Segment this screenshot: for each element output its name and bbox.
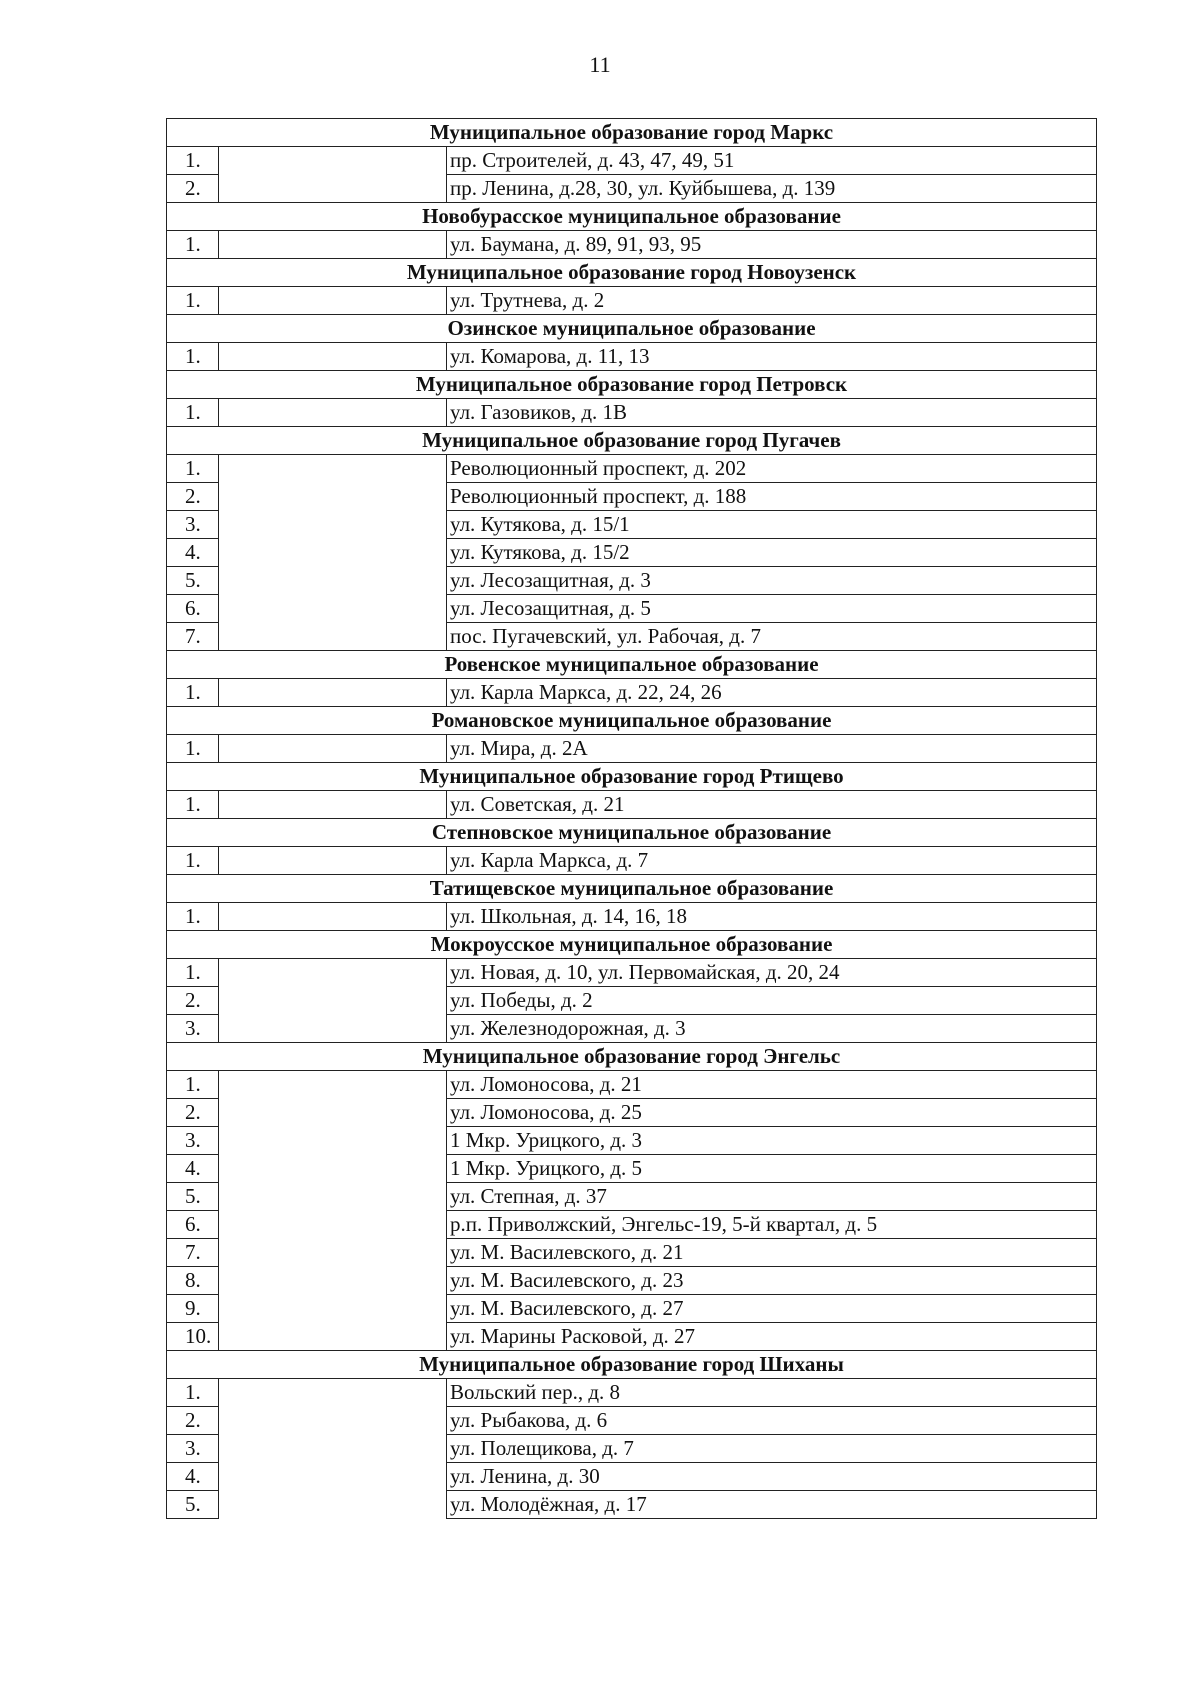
page-number: 11 <box>589 52 611 77</box>
row-number: 2. <box>167 483 219 511</box>
row-number: 1. <box>167 343 219 371</box>
row-number: 3. <box>167 1015 219 1043</box>
row-number: 5. <box>167 1183 219 1211</box>
row-number: 1. <box>167 903 219 931</box>
address-cell: ул. Комарова, д. 11, 13 <box>447 343 1097 371</box>
empty-cell <box>219 1407 447 1435</box>
table-row <box>167 1295 1097 1323</box>
table-row <box>167 679 1097 707</box>
row-number: 7. <box>167 1239 219 1267</box>
empty-cell <box>219 987 447 1015</box>
table-row <box>167 1127 1097 1155</box>
address-cell: 1 Мкр. Урицкого, д. 5 <box>447 1155 1097 1183</box>
table-row <box>167 455 1097 483</box>
empty-cell <box>219 1183 447 1211</box>
section-header-row <box>167 371 1097 399</box>
empty-cell <box>219 343 447 371</box>
empty-cell <box>219 399 447 427</box>
table-row <box>167 847 1097 875</box>
address-cell: ул. Ломоносова, д. 21 <box>447 1071 1097 1099</box>
row-number: 2. <box>167 175 219 203</box>
row-number: 1. <box>167 1379 219 1407</box>
address-cell: ул. М. Василевского, д. 21 <box>447 1239 1097 1267</box>
table-row <box>167 1323 1097 1351</box>
table-row <box>167 1183 1097 1211</box>
table-row <box>167 987 1097 1015</box>
address-cell: ул. Ломоносова, д. 25 <box>447 1099 1097 1127</box>
section-title: Муниципальное образование город Петровск <box>167 371 1097 399</box>
empty-cell <box>219 847 447 875</box>
table-row <box>167 595 1097 623</box>
empty-cell <box>219 483 447 511</box>
empty-cell <box>219 175 447 203</box>
empty-cell <box>219 539 447 567</box>
address-cell: Вольский пер., д. 8 <box>447 1379 1097 1407</box>
section-title: Новобурасское муниципальное образование <box>167 203 1097 231</box>
empty-cell <box>219 1463 447 1491</box>
empty-cell <box>219 147 447 175</box>
empty-cell <box>219 1267 447 1295</box>
section-header-row <box>167 875 1097 903</box>
table-row <box>167 903 1097 931</box>
address-table <box>166 118 1097 1519</box>
section-title: Муниципальное образование город Ртищево <box>167 763 1097 791</box>
address-cell: пр. Ленина, д.28, 30, ул. Куйбышева, д. 139 <box>447 175 1097 203</box>
empty-cell <box>219 1071 447 1099</box>
address-cell: ул. Железнодорожная, д. 3 <box>447 1015 1097 1043</box>
table-row <box>167 1155 1097 1183</box>
section-header-row <box>167 119 1097 147</box>
section-header-row <box>167 763 1097 791</box>
row-number: 2. <box>167 1407 219 1435</box>
row-number: 1. <box>167 455 219 483</box>
address-cell: Революционный проспект, д. 188 <box>447 483 1097 511</box>
address-cell: ул. М. Василевского, д. 23 <box>447 1267 1097 1295</box>
table-row <box>167 567 1097 595</box>
table-row <box>167 623 1097 651</box>
row-number: 6. <box>167 1211 219 1239</box>
table-row <box>167 147 1097 175</box>
address-cell: ул. Марины Расковой, д. 27 <box>447 1323 1097 1351</box>
table-row <box>167 959 1097 987</box>
section-title: Муниципальное образование город Пугачев <box>167 427 1097 455</box>
row-number: 1. <box>167 287 219 315</box>
address-cell: р.п. Приволжский, Энгельс-19, 5-й квартал, д. 5 <box>447 1211 1097 1239</box>
row-number: 1. <box>167 1071 219 1099</box>
address-cell: ул. Лесозащитная, д. 3 <box>447 567 1097 595</box>
empty-cell <box>219 959 447 987</box>
section-header-row <box>167 651 1097 679</box>
address-cell: ул. Кутякова, д. 15/2 <box>447 539 1097 567</box>
row-number: 1. <box>167 959 219 987</box>
empty-cell <box>219 1435 447 1463</box>
table-row <box>167 231 1097 259</box>
address-cell: ул. Трутнева, д. 2 <box>447 287 1097 315</box>
table-row <box>167 1267 1097 1295</box>
section-title: Романовское муниципальное образование <box>167 707 1097 735</box>
table-row <box>167 1211 1097 1239</box>
section-header-row <box>167 315 1097 343</box>
address-cell: ул. Полещикова, д. 7 <box>447 1435 1097 1463</box>
address-cell: ул. Карла Маркса, д. 22, 24, 26 <box>447 679 1097 707</box>
section-title: Муниципальное образование город Маркс <box>167 119 1097 147</box>
row-number: 8. <box>167 1267 219 1295</box>
address-cell: ул. Газовиков, д. 1В <box>447 399 1097 427</box>
empty-cell <box>219 511 447 539</box>
section-title: Муниципальное образование город Энгельс <box>167 1043 1097 1071</box>
empty-cell <box>219 567 447 595</box>
address-cell: ул. Советская, д. 21 <box>447 791 1097 819</box>
row-number: 1. <box>167 147 219 175</box>
section-title: Татищевское муниципальное образование <box>167 875 1097 903</box>
empty-cell <box>219 1211 447 1239</box>
row-number: 1. <box>167 399 219 427</box>
address-cell: ул. Победы, д. 2 <box>447 987 1097 1015</box>
table-row <box>167 539 1097 567</box>
row-number: 3. <box>167 1435 219 1463</box>
section-header-row <box>167 1351 1097 1379</box>
section-title: Муниципальное образование город Новоузенск <box>167 259 1097 287</box>
empty-cell <box>219 1127 447 1155</box>
table-row <box>167 399 1097 427</box>
section-header-row <box>167 931 1097 959</box>
address-cell: Революционный проспект, д. 202 <box>447 455 1097 483</box>
table-row <box>167 1071 1097 1099</box>
row-number: 10. <box>167 1323 219 1351</box>
section-header-row <box>167 259 1097 287</box>
row-number: 6. <box>167 595 219 623</box>
address-cell: ул. Лесозащитная, д. 5 <box>447 595 1097 623</box>
address-cell: ул. Кутякова, д. 15/1 <box>447 511 1097 539</box>
row-number: 1. <box>167 847 219 875</box>
empty-cell <box>219 1491 447 1519</box>
row-number: 1. <box>167 735 219 763</box>
address-table-body <box>167 119 1097 1519</box>
address-cell: ул. Рыбакова, д. 6 <box>447 1407 1097 1435</box>
address-cell: ул. Баумана, д. 89, 91, 93, 95 <box>447 231 1097 259</box>
row-number: 1. <box>167 679 219 707</box>
table-row <box>167 1099 1097 1127</box>
empty-cell <box>219 1015 447 1043</box>
table-row <box>167 1407 1097 1435</box>
table-row <box>167 1491 1097 1519</box>
address-cell: ул. Новая, д. 10, ул. Первомайская, д. 20, 24 <box>447 959 1097 987</box>
address-cell: ул. Ленина, д. 30 <box>447 1463 1097 1491</box>
empty-cell <box>219 287 447 315</box>
section-header-row <box>167 1043 1097 1071</box>
section-title: Муниципальное образование город Шиханы <box>167 1351 1097 1379</box>
table-row <box>167 511 1097 539</box>
empty-cell <box>219 1099 447 1127</box>
row-number: 1. <box>167 791 219 819</box>
empty-cell <box>219 1155 447 1183</box>
section-header-row <box>167 427 1097 455</box>
row-number: 3. <box>167 511 219 539</box>
section-title: Озинское муниципальное образование <box>167 315 1097 343</box>
empty-cell <box>219 735 447 763</box>
address-cell: ул. М. Василевского, д. 27 <box>447 1295 1097 1323</box>
table-row <box>167 483 1097 511</box>
empty-cell <box>219 1379 447 1407</box>
empty-cell <box>219 679 447 707</box>
address-cell: пос. Пугачевский, ул. Рабочая, д. 7 <box>447 623 1097 651</box>
section-header-row <box>167 707 1097 735</box>
empty-cell <box>219 455 447 483</box>
address-cell: ул. Молодёжная, д. 17 <box>447 1491 1097 1519</box>
address-cell: ул. Мира, д. 2А <box>447 735 1097 763</box>
address-cell: пр. Строителей, д. 43, 47, 49, 51 <box>447 147 1097 175</box>
table-row <box>167 1239 1097 1267</box>
table-row <box>167 343 1097 371</box>
empty-cell <box>219 623 447 651</box>
row-number: 9. <box>167 1295 219 1323</box>
section-title: Мокроусское муниципальное образование <box>167 931 1097 959</box>
table-row <box>167 1435 1097 1463</box>
section-title: Ровенское муниципальное образование <box>167 651 1097 679</box>
table-row <box>167 1379 1097 1407</box>
empty-cell <box>219 903 447 931</box>
address-cell: ул. Школьная, д. 14, 16, 18 <box>447 903 1097 931</box>
table-row <box>167 175 1097 203</box>
section-header-row <box>167 819 1097 847</box>
empty-cell <box>219 791 447 819</box>
table-row <box>167 1015 1097 1043</box>
row-number: 1. <box>167 231 219 259</box>
row-number: 2. <box>167 1099 219 1127</box>
row-number: 2. <box>167 987 219 1015</box>
table-row <box>167 287 1097 315</box>
empty-cell <box>219 1295 447 1323</box>
address-cell: ул. Карла Маркса, д. 7 <box>447 847 1097 875</box>
row-number: 4. <box>167 1463 219 1491</box>
row-number: 5. <box>167 567 219 595</box>
row-number: 5. <box>167 1491 219 1519</box>
section-title: Степновское муниципальное образование <box>167 819 1097 847</box>
row-number: 4. <box>167 1155 219 1183</box>
empty-cell <box>219 231 447 259</box>
section-header-row <box>167 203 1097 231</box>
row-number: 4. <box>167 539 219 567</box>
address-cell: ул. Степная, д. 37 <box>447 1183 1097 1211</box>
table-row <box>167 1463 1097 1491</box>
empty-cell <box>219 1239 447 1267</box>
address-cell: 1 Мкр. Урицкого, д. 3 <box>447 1127 1097 1155</box>
table-row <box>167 791 1097 819</box>
table-row <box>167 735 1097 763</box>
row-number: 7. <box>167 623 219 651</box>
empty-cell <box>219 1323 447 1351</box>
empty-cell <box>219 595 447 623</box>
row-number: 3. <box>167 1127 219 1155</box>
